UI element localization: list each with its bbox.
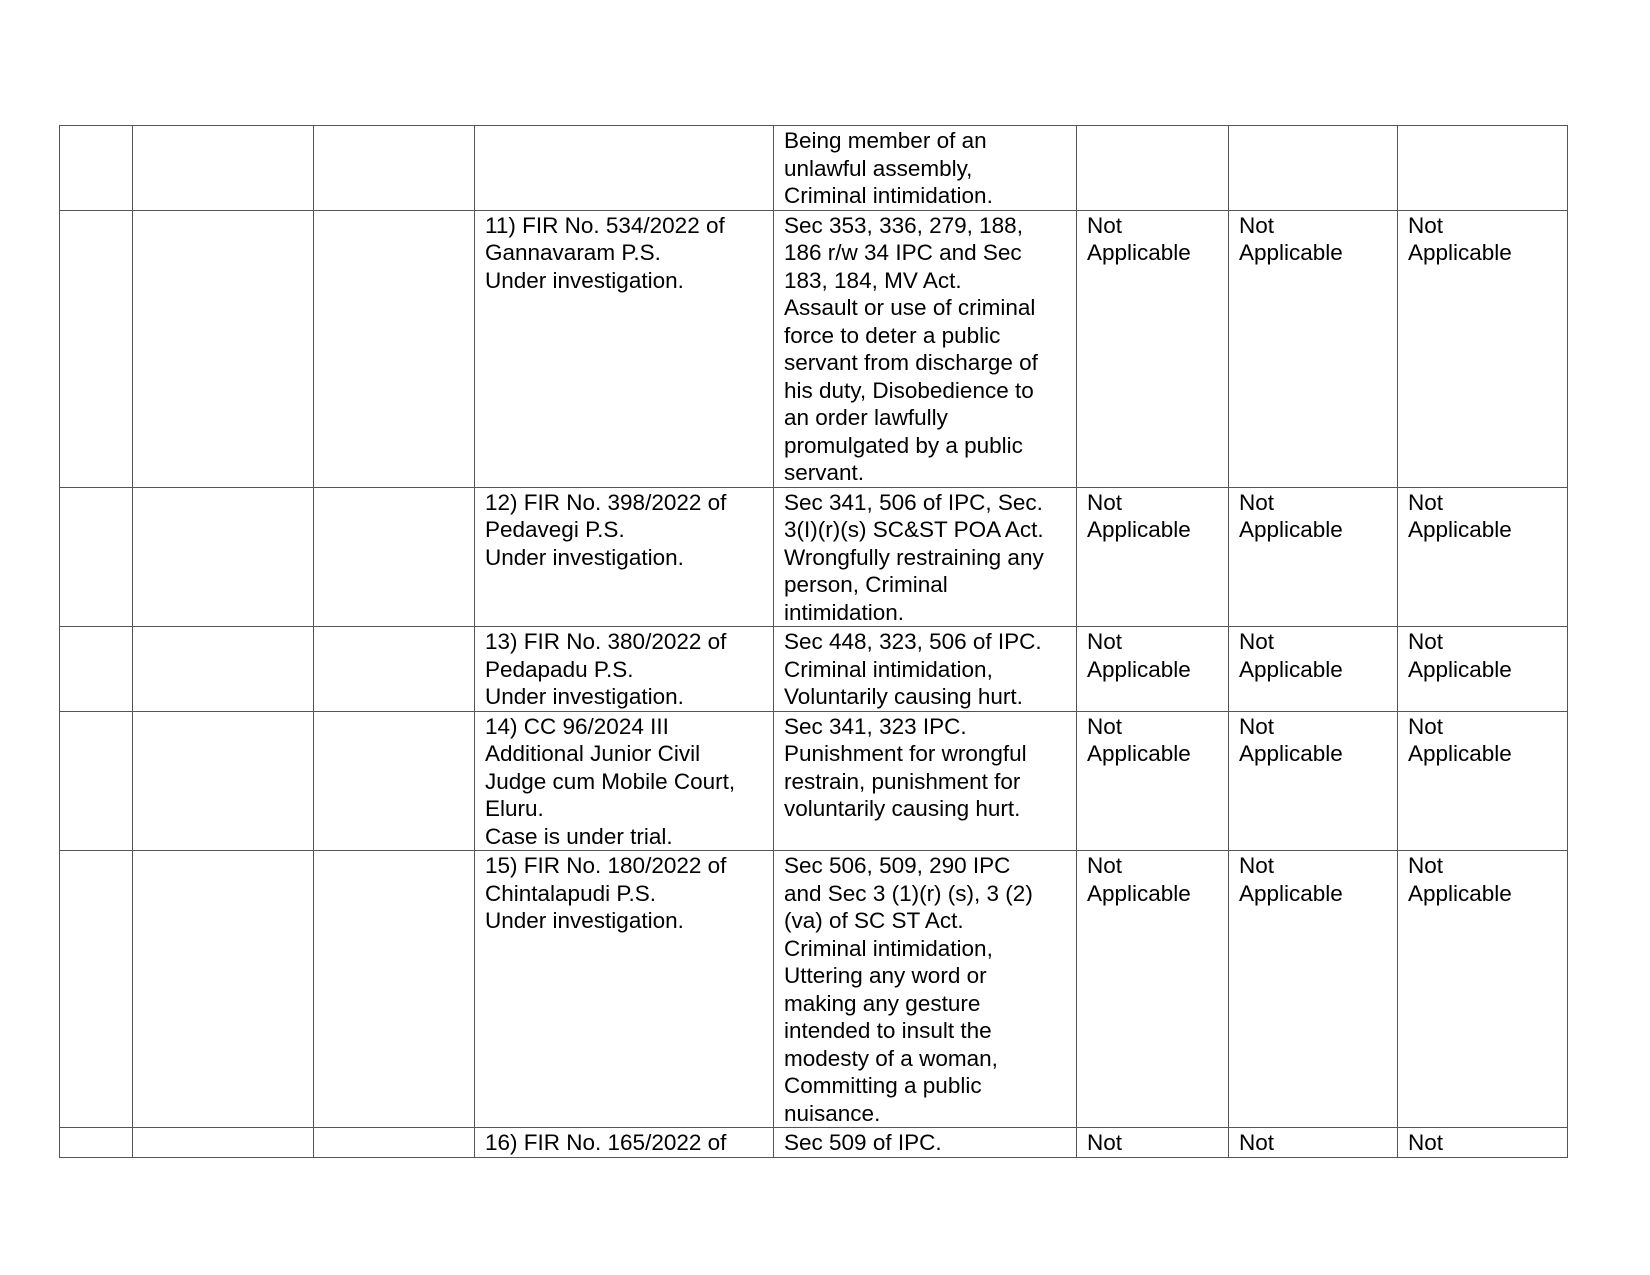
table-cell-sections: Sec 341, 323 IPC. Punishment for wrongful restrain, punishment for voluntarily causing hurt.: [774, 711, 1077, 851]
table-cell-case: 14) CC 96/2024 III Additional Junior Civil Judge cum Mobile Court, Eluru. Case is under trial.: [475, 711, 774, 851]
table-row: [60, 711, 1568, 851]
table-cell-case: 13) FIR No. 380/2022 of Pedapadu P.S. Under investigation.: [475, 627, 774, 712]
table-cell-status-3: Not Applicable: [1398, 711, 1568, 851]
table-cell-case: [475, 126, 774, 211]
table-cell-case: 12) FIR No. 398/2022 of Pedavegi P.S. Under investigation.: [475, 487, 774, 627]
table-cell-details: [314, 711, 475, 851]
table-cell-name: [133, 126, 314, 211]
table-cell-sections: Sec 448, 323, 506 of IPC. Criminal intimidation, Voluntarily causing hurt.: [774, 627, 1077, 712]
table-cell-status-1: Not Applicable: [1077, 487, 1229, 627]
table-cell-serial: [60, 487, 133, 627]
table-cell-details: [314, 627, 475, 712]
case-details-table: [59, 125, 1568, 1158]
table-row: [60, 627, 1568, 712]
table-cell-sections: Sec 509 of IPC.: [774, 1128, 1077, 1158]
table-cell-name: [133, 627, 314, 712]
table-cell-status-2: Not Applicable: [1229, 627, 1398, 712]
table-cell-case: 11) FIR No. 534/2022 of Gannavaram P.S. Under investigation.: [475, 210, 774, 487]
table-cell-status-2: Not Applicable: [1229, 711, 1398, 851]
table-cell-name: [133, 1128, 314, 1158]
table-cell-name: [133, 487, 314, 627]
table-cell-status-1: Not Applicable: [1077, 851, 1229, 1128]
table-cell-status-2: Not Applicable: [1229, 210, 1398, 487]
table-cell-status-1: Not Applicable: [1077, 210, 1229, 487]
table-cell-sections: Being member of an unlawful assembly, Criminal intimidation.: [774, 126, 1077, 211]
table-cell-case: 15) FIR No. 180/2022 of Chintalapudi P.S. Under investigation.: [475, 851, 774, 1128]
table-row: [60, 126, 1568, 211]
table-cell-sections: Sec 341, 506 of IPC, Sec. 3(I)(r)(s) SC&ST POA Act. Wrongfully restraining any person, Criminal intimidation.: [774, 487, 1077, 627]
table-cell-status-1: Not Applicable: [1077, 627, 1229, 712]
table-cell-status-3: Not Applicable: [1398, 851, 1568, 1128]
table-row: [60, 851, 1568, 1128]
table-row: [60, 487, 1568, 627]
table-cell-status-1: [1077, 126, 1229, 211]
table-cell-status-2: Not Applicable: [1229, 851, 1398, 1128]
table-cell-status-3: Not Applicable: [1398, 627, 1568, 712]
table-cell-status-3: Not Applicable: [1398, 487, 1568, 627]
table-cell-name: [133, 711, 314, 851]
table-cell-details: [314, 487, 475, 627]
table-cell-name: [133, 210, 314, 487]
table-cell-status-1: Not Applicable: [1077, 711, 1229, 851]
table-cell-serial: [60, 627, 133, 712]
table-cell-details: [314, 1128, 475, 1158]
table-cell-serial: [60, 851, 133, 1128]
table-cell-details: [314, 210, 475, 487]
table-cell-details: [314, 126, 475, 211]
table-cell-serial: [60, 1128, 133, 1158]
table-cell-status-1: Not: [1077, 1128, 1229, 1158]
table-row: [60, 210, 1568, 487]
table-cell-status-3: Not Applicable: [1398, 210, 1568, 487]
table-cell-status-3: Not: [1398, 1128, 1568, 1158]
table-cell-case: 16) FIR No. 165/2022 of: [475, 1128, 774, 1158]
table-cell-serial: [60, 126, 133, 211]
table-cell-name: [133, 851, 314, 1128]
table-row: [60, 1128, 1568, 1158]
table-cell-status-2: Not: [1229, 1128, 1398, 1158]
table-cell-sections: Sec 353, 336, 279, 188, 186 r/w 34 IPC and Sec 183, 184, MV Act. Assault or use of criminal force to deter a public servant from discharge of his duty, Disobedience to an order lawfully promulgated by a public servant.: [774, 210, 1077, 487]
table-cell-status-2: [1229, 126, 1398, 211]
table-cell-serial: [60, 711, 133, 851]
table-cell-status-2: Not Applicable: [1229, 487, 1398, 627]
table-cell-status-3: [1398, 126, 1568, 211]
table-cell-sections: Sec 506, 509, 290 IPC and Sec 3 (1)(r) (s), 3 (2) (va) of SC ST Act. Criminal intimidation, Uttering any word or making any gesture intended to insult the modesty of a woman, Committing a public nuisance.: [774, 851, 1077, 1128]
table-cell-serial: [60, 210, 133, 487]
table-cell-details: [314, 851, 475, 1128]
